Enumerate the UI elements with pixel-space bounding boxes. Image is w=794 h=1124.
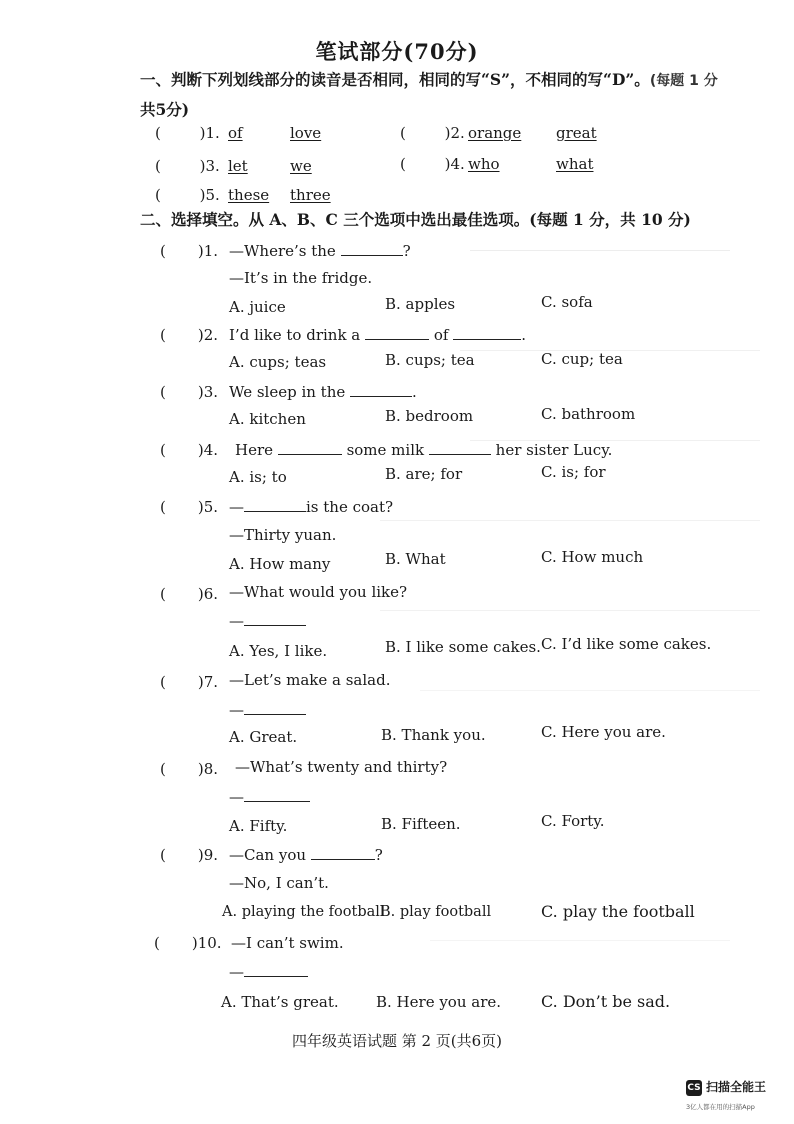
q2-option-c[interactable]: C. cup; tea xyxy=(541,350,623,368)
q7-option-c[interactable]: C. Here you are. xyxy=(541,723,666,741)
section1-heading-line2: 共5分) xyxy=(140,100,190,119)
q1-option-c[interactable]: C. sofa xyxy=(541,293,593,311)
q6-line2 xyxy=(229,611,306,630)
section1-score: (每题 1 分 xyxy=(649,73,718,89)
stem-part: ? xyxy=(374,846,383,864)
fill-blank[interactable] xyxy=(244,962,308,977)
q-num: )8. xyxy=(197,760,219,778)
page-footer: 四年级英语试题 第 2 页(共6页) xyxy=(291,1032,503,1050)
q5-line2: —Thirty yuan. xyxy=(229,526,337,544)
s1-item-2 xyxy=(400,124,465,142)
q6-option-c[interactable]: C. I’d like some cakes. xyxy=(541,635,712,653)
fill-blank[interactable] xyxy=(244,611,306,626)
stem-part: some milk xyxy=(346,441,425,459)
q9-line2: —No, I can’t. xyxy=(229,874,329,892)
fill-blank[interactable] xyxy=(278,440,342,455)
q8-line2 xyxy=(229,787,310,806)
fill-blank[interactable] xyxy=(311,845,375,860)
q3-option-a[interactable]: A. kitchen xyxy=(229,410,306,428)
dash: — xyxy=(229,612,244,630)
s1-item-5-word1 xyxy=(228,186,269,204)
item-number: )4. xyxy=(444,155,465,173)
stem-part: Here xyxy=(235,441,274,459)
q8-number: ( )8. xyxy=(160,760,219,778)
fill-blank[interactable] xyxy=(341,241,403,256)
q4-stem xyxy=(235,440,612,459)
word2: great xyxy=(556,124,597,142)
stem-part: her sister Lucy. xyxy=(495,441,613,459)
stem-part: is the coat? xyxy=(306,498,394,516)
q-num: )9. xyxy=(197,846,219,864)
word1: who xyxy=(468,155,500,173)
q9-option-a[interactable]: A. playing the football xyxy=(222,904,385,920)
s1-item-3 xyxy=(155,157,220,175)
q1-line2: —It’s in the fridge. xyxy=(229,269,373,287)
q3-stem xyxy=(229,382,417,401)
q2-option-a[interactable]: A. cups; teas xyxy=(229,353,327,371)
s1-item-4 xyxy=(400,155,465,173)
q6-option-a[interactable]: A. Yes, I like. xyxy=(229,642,328,660)
scanner-logo-icon: CS xyxy=(686,1080,702,1096)
page-title: 笔试部分(70分) xyxy=(315,39,479,64)
fill-blank[interactable] xyxy=(244,700,306,715)
q9-option-b[interactable]: B. play football xyxy=(380,904,492,920)
q1-stem xyxy=(229,241,411,260)
word2: what xyxy=(556,155,594,173)
q10-option-b[interactable]: B. Here you are. xyxy=(376,993,502,1011)
item-number: )5. xyxy=(199,186,220,204)
stem-part: . xyxy=(412,383,417,401)
q10-line2 xyxy=(229,962,308,981)
q5-option-c[interactable]: C. How much xyxy=(541,548,644,566)
stem-part: I’d like to drink a xyxy=(229,326,361,344)
q1-option-b[interactable]: B. apples xyxy=(385,295,456,313)
item-number: )3. xyxy=(199,157,220,175)
q-num: )10. xyxy=(191,934,222,952)
item-number: )2. xyxy=(444,124,465,142)
stem-part: ? xyxy=(402,242,411,260)
q6-option-b[interactable]: B. I like some cakes. xyxy=(385,638,541,656)
fill-blank[interactable] xyxy=(365,325,429,340)
q8-option-c[interactable]: C. Forty. xyxy=(541,812,605,830)
item-number: )1. xyxy=(199,124,220,142)
q7-number: ( )7. xyxy=(160,673,219,691)
q8-option-a[interactable]: A. Fifty. xyxy=(229,817,288,835)
q4-option-c[interactable]: C. is; for xyxy=(541,463,606,481)
s1-item-3-word2 xyxy=(290,157,312,175)
q5-option-a[interactable]: A. How many xyxy=(229,555,331,573)
answer-paren-open: ( xyxy=(400,124,406,142)
q2-stem xyxy=(229,325,526,344)
stem-part: of xyxy=(433,326,449,344)
stem-part: — xyxy=(229,498,244,516)
s1-item-2-word2 xyxy=(556,124,597,142)
q7-option-a[interactable]: A. Great. xyxy=(229,728,298,746)
q-num: )6. xyxy=(197,585,219,603)
q1-number: ( )1. xyxy=(160,242,219,260)
q7-option-b[interactable]: B. Thank you. xyxy=(381,726,486,744)
s1-item-5 xyxy=(155,186,220,204)
s1-item-3-word1 xyxy=(228,157,248,175)
q-num: )3. xyxy=(197,383,219,401)
q3-option-b[interactable]: B. bedroom xyxy=(385,407,474,425)
q3-option-c[interactable]: C. bathroom xyxy=(541,405,636,423)
answer-paren-open: ( xyxy=(155,186,161,204)
q3-number: ( )3. xyxy=(160,383,219,401)
stem-part: . xyxy=(521,326,526,344)
word2: we xyxy=(290,157,312,175)
fill-blank[interactable] xyxy=(350,382,412,397)
stem-part: —Where’s the xyxy=(229,242,336,260)
dash: — xyxy=(229,963,244,981)
q2-number: ( )2. xyxy=(160,326,219,344)
word1: of xyxy=(228,124,243,142)
section1-heading-text: 一、判断下列划线部分的读音是否相同，相同的写“S”，不相同的写“D”。 xyxy=(140,70,650,89)
s1-item-1 xyxy=(155,124,220,142)
scanner-brand-name: 扫描全能王 xyxy=(706,1080,767,1094)
q9-stem xyxy=(229,845,383,864)
s1-item-2-word1 xyxy=(468,124,521,142)
s1-item-4-word1 xyxy=(468,155,500,173)
q-num: )7. xyxy=(197,673,219,691)
q2-option-b[interactable]: B. cups; tea xyxy=(385,351,475,369)
dash: — xyxy=(229,701,244,719)
q4-option-a[interactable]: A. is; to xyxy=(229,468,287,486)
q5-number: ( )5. xyxy=(160,498,219,516)
word2: love xyxy=(290,124,322,142)
q1-option-a[interactable]: A. juice xyxy=(229,298,286,316)
word1: orange xyxy=(468,124,522,142)
word2: three xyxy=(290,186,331,204)
answer-paren-open: ( xyxy=(400,155,406,173)
q-num: )1. xyxy=(197,242,219,260)
q9-option-c[interactable]: C. play the football xyxy=(541,902,695,921)
fill-blank[interactable] xyxy=(429,440,491,455)
q6-stem: —What would you like? xyxy=(229,583,408,601)
q9-number: ( )9. xyxy=(160,846,219,864)
q8-option-b[interactable]: B. Fifteen. xyxy=(381,815,461,833)
s1-item-1-word2 xyxy=(290,124,321,142)
q6-number: ( )6. xyxy=(160,585,219,603)
s1-item-1-word1 xyxy=(228,124,243,142)
answer-paren-open: ( xyxy=(155,124,161,142)
q-num: )5. xyxy=(197,498,219,516)
fill-blank[interactable] xyxy=(453,325,521,340)
q4-option-b[interactable]: B. are; for xyxy=(385,465,463,483)
q10-number: ( )10. xyxy=(154,934,222,952)
q-num: )2. xyxy=(197,326,219,344)
q10-option-c[interactable]: C. Don’t be sad. xyxy=(541,992,671,1011)
answer-paren-open: ( xyxy=(155,157,161,175)
q5-option-b[interactable]: B. What xyxy=(385,550,446,568)
fill-blank[interactable] xyxy=(244,497,306,512)
stem-part: —Can you xyxy=(229,846,307,864)
q8-stem: —What’s twenty and thirty? xyxy=(235,758,448,776)
q10-stem: —I can’t swim. xyxy=(231,934,344,952)
word1: let xyxy=(228,157,248,175)
section2-heading: 二、选择填空。从 A、B、C 三个选项中选出最佳选项。(每题 1 分，共 10 分) xyxy=(140,210,691,229)
fill-blank[interactable] xyxy=(244,787,310,802)
s1-item-4-word2 xyxy=(556,155,593,173)
q4-number: ( )4. xyxy=(160,441,219,459)
scanner-brand-tagline: 3亿人都在用的扫描App xyxy=(686,1103,755,1111)
q-num: )4. xyxy=(197,441,219,459)
q5-stem xyxy=(229,497,393,516)
stem-part: We sleep in the xyxy=(229,383,346,401)
word1: these xyxy=(228,186,270,204)
section1-heading xyxy=(140,68,718,90)
dash: — xyxy=(229,788,244,806)
q7-stem: —Let’s make a salad. xyxy=(229,671,391,689)
q7-line2 xyxy=(229,700,306,719)
s1-item-5-word2 xyxy=(290,186,331,204)
q10-option-a[interactable]: A. That’s great. xyxy=(221,993,339,1011)
